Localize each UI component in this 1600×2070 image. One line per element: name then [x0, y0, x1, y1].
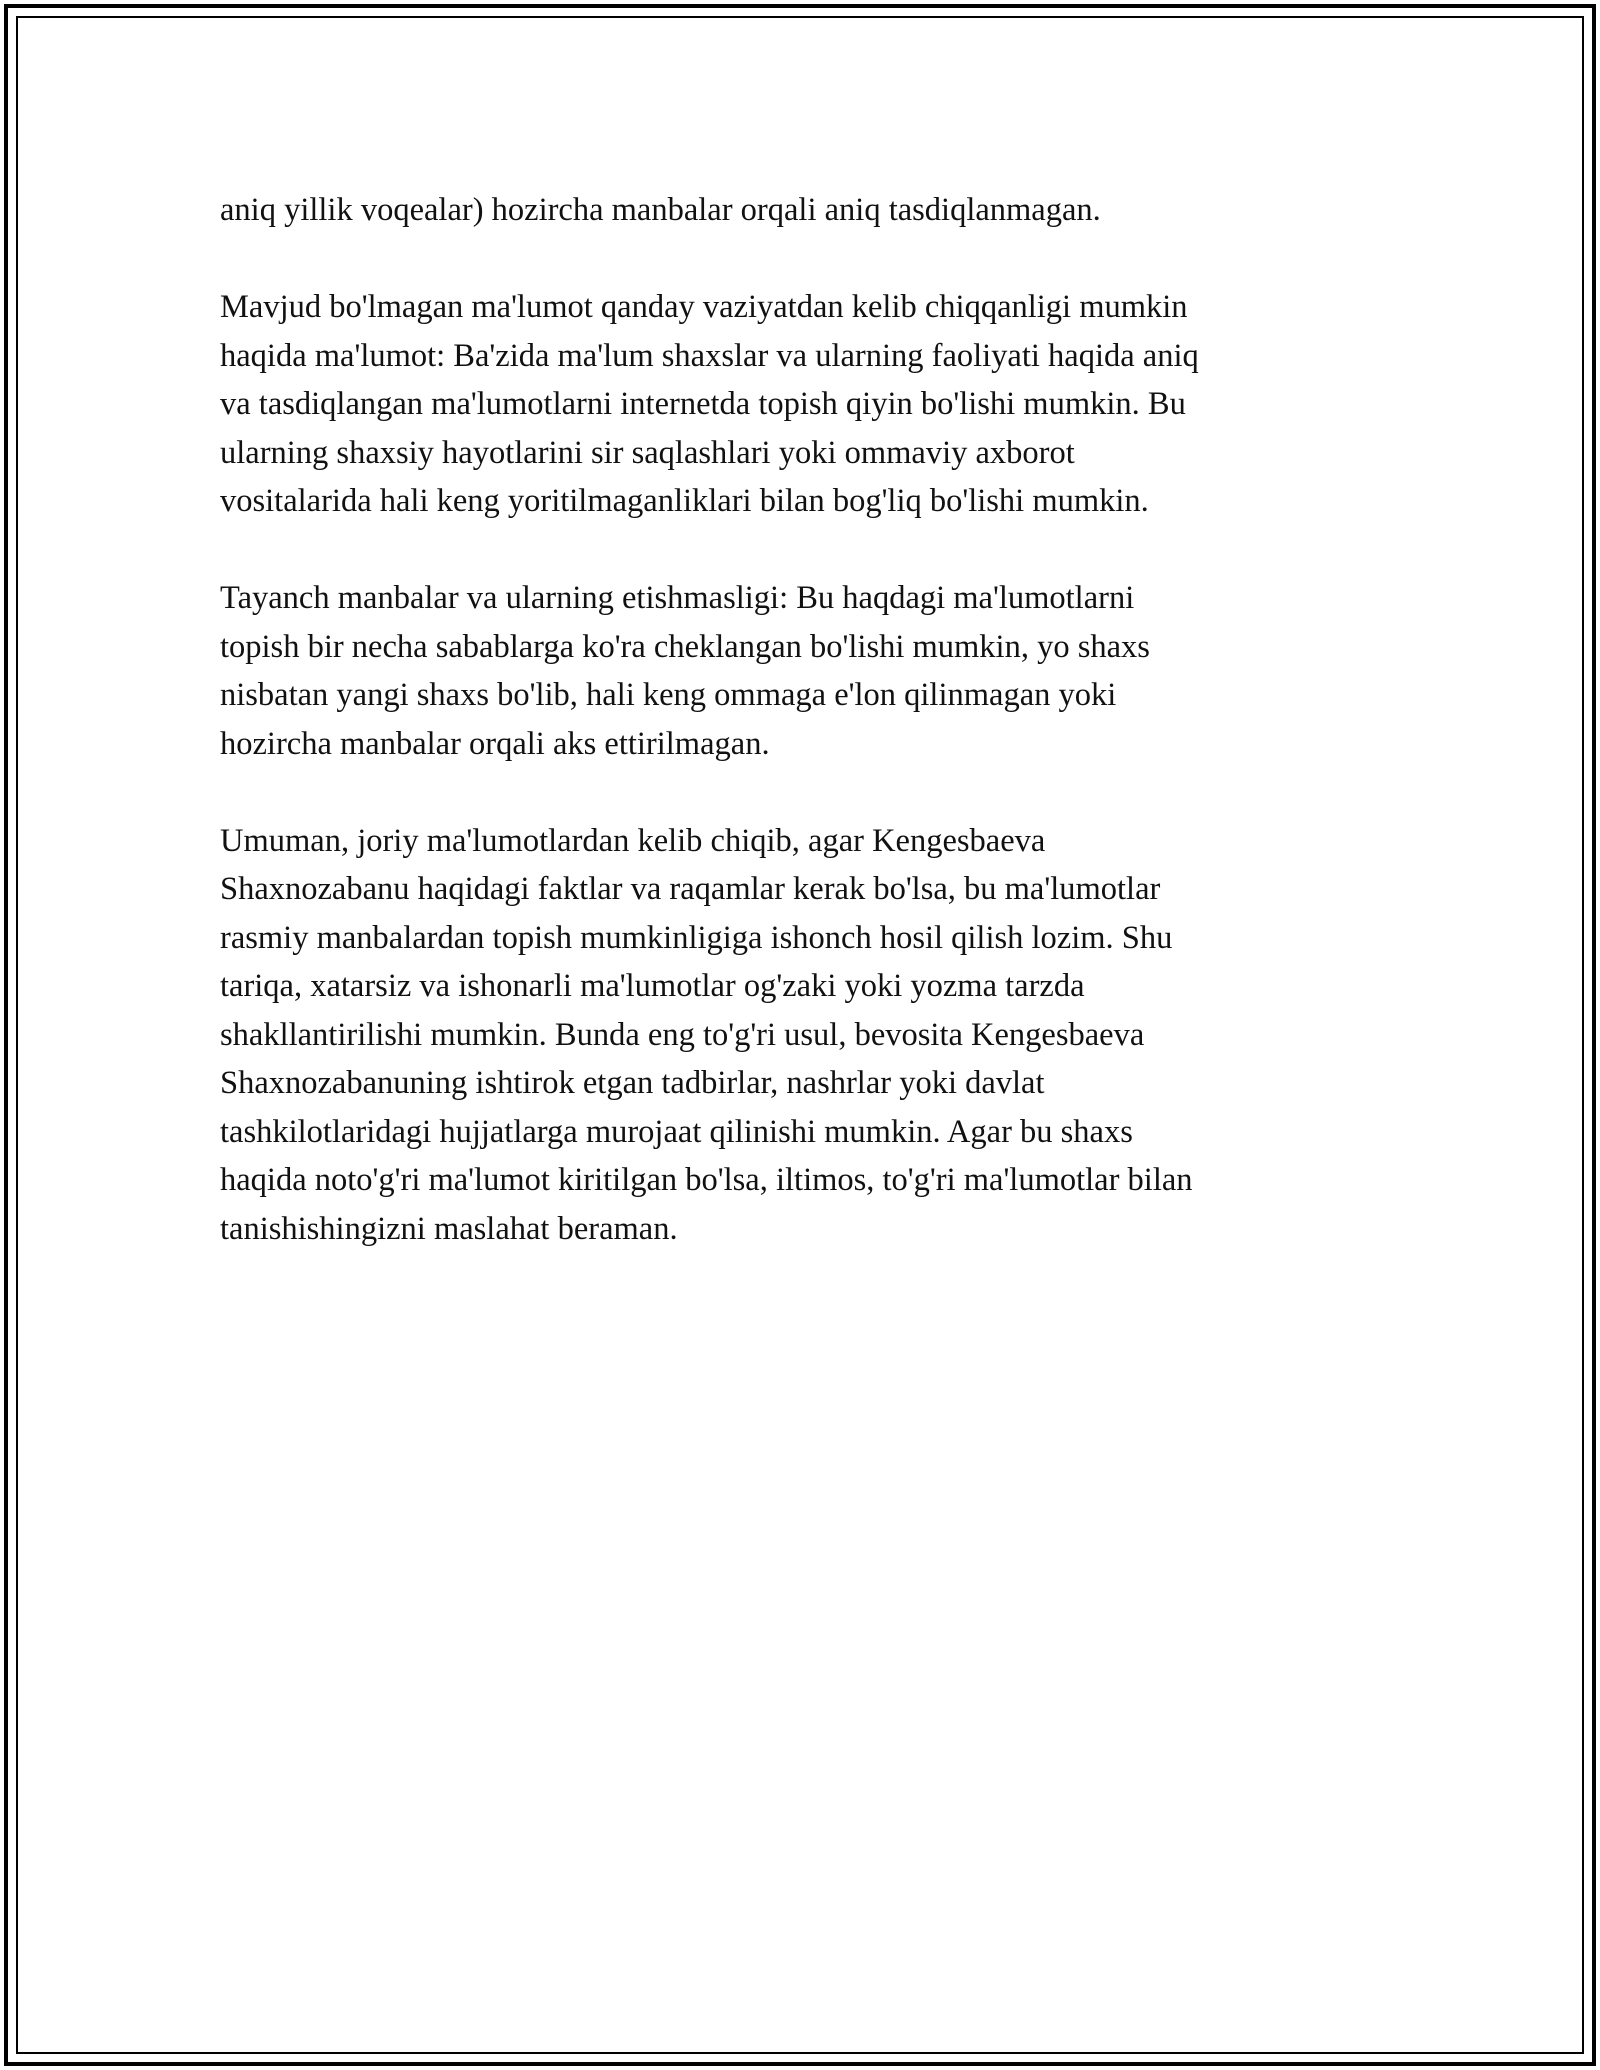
- text-line: tanishishingizni maslahat beraman.: [220, 1210, 678, 1247]
- text-line: Shaxnozabanuning ishtirok etgan tadbirlar, nashrlar yoki davlat: [220, 1065, 1045, 1101]
- text-line: haqida ma'lumot: Ba'zida ma'lum shaxslar va ularning faoliyati haqida aniq: [220, 337, 1199, 374]
- text-line: hozircha manbalar orqali aks ettirilmagan.: [220, 725, 770, 762]
- document-body: [220, 186, 1350, 1302]
- text-line: Tayanch manbalar va ularning etishmasligi: Bu haqdagi ma'lumotlarni: [220, 580, 1135, 616]
- text-line: tashkilotlaridagi hujjatlarga murojaat qilinishi mumkin. Agar bu shaxs: [220, 1113, 1133, 1150]
- paragraph-1: [220, 186, 1350, 235]
- text-line: shakllantirilishi mumkin. Bunda eng to'g'ri usul, bevosita Kengesbaeva: [220, 1016, 1145, 1053]
- text-line: haqida noto'g'ri ma'lumot kiritilgan bo'lsa, iltimos, to'g'ri ma'lumotlar bilan: [220, 1162, 1193, 1198]
- text-line: ularning shaxsiy hayotlarini sir saqlashlari yoki ommaviy axborot: [220, 434, 1075, 471]
- text-line: Umuman, joriy ma'lumotlardan kelib chiqib, agar Kengesbaeva: [220, 822, 1046, 859]
- text-line: Mavjud bo'lmagan ma'lumot qanday vaziyatdan kelib chiqqanligi mumkin: [220, 289, 1188, 325]
- paragraph-3: [220, 574, 1350, 768]
- text-line: rasmiy manbalardan topish mumkinligiga ishonch hosil qilish lozim. Shu: [220, 919, 1173, 956]
- text-line: aniq yillik voqealar) hozircha manbalar orqali aniq tasdiqlanmagan.: [220, 192, 1101, 228]
- paragraph-4: [220, 817, 1350, 1254]
- text-line: vositalarida hali keng yoritilmaganliklari bilan bog'liq bo'lishi mumkin.: [220, 483, 1149, 519]
- paragraph-2: [220, 283, 1350, 526]
- text-line: Shaxnozabanu haqidagi faktlar va raqamlar kerak bo'lsa, bu ma'lumotlar: [220, 871, 1161, 907]
- text-line: nisbatan yangi shaxs bo'lib, hali keng ommaga e'lon qilinmagan yoki: [220, 677, 1117, 713]
- text-line: va tasdiqlangan ma'lumotlarni internetda topish qiyin bo'lishi mumkin. Bu: [220, 386, 1186, 422]
- text-line: tariqa, xatarsiz va ishonarli ma'lumotlar og'zaki yoki yozma tarzda: [220, 968, 1085, 1004]
- text-line: topish bir necha sabablarga ko'ra cheklangan bo'lishi mumkin, yo shaxs: [220, 628, 1150, 665]
